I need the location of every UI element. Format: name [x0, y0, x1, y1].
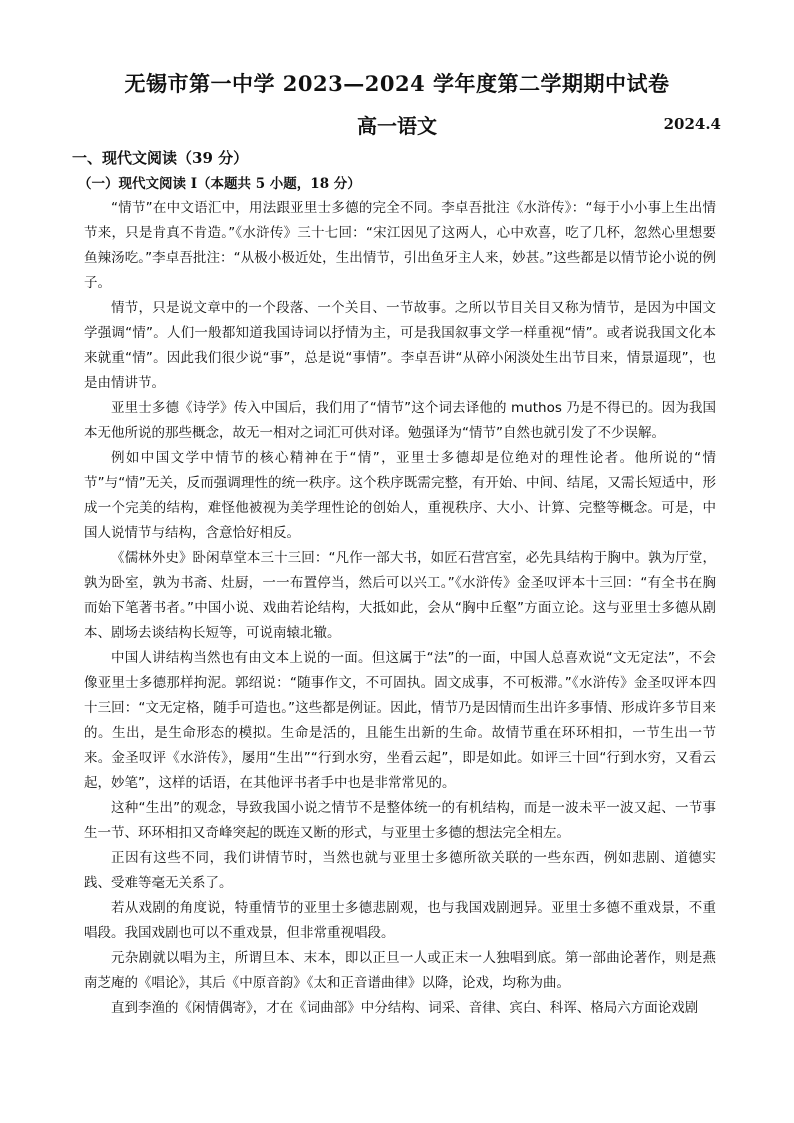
passage-body	[84, 196, 716, 1021]
passage-paragraph-9: 若从戏剧的角度说，特重情节的亚里士多德悲剧观，也与我国戏剧迥异。亚里士多德不重戏景，不重唱段。我国戏剧也可以不重戏景，但非常重视唱段。	[84, 900, 716, 941]
passage-paragraph-4: 例如中国文学中情节的核心精神在于“情”，亚里士多德却是位绝对的理性论者。他所说的“情节”与“情”无关，反而强调理性的统一秩序。这个秩序既需完整，有开始、中间、结尾，又需长短适中，形成一个完美的结构，难怪他被视为美学理性论的创始人，重视秩序、大小、计算、完整等概念。可是，中国人说情节与结构，含意恰好相反。	[84, 450, 716, 541]
passage-paragraph-3: 亚里士多德《诗学》传入中国后，我们用了“情节”这个词去译他的 muthos 乃是不得已的。因为我国本无他所说的那些概念，故无一相对之词汇可供对译。勉强译为“情节”自然也就引发了不少误解。	[84, 400, 716, 441]
passage-paragraph-1: “情节”在中文语汇中，用法跟亚里士多德的完全不同。李卓吾批注《水浒传》：“每于小小事上生出情节来，只是肯真不肯造。”《水浒传》三十七回：“宋江因见了这两人，心中欢喜，吃了几杯，忽然心里想要鱼辣汤吃。”李卓吾批注：“从极小极近处，生出情节，引出鱼牙主人来，妙甚。”这些都是以情节论小说的例子。	[84, 200, 716, 291]
subtitle-row	[0, 110, 794, 140]
passage-paragraph-10: 元杂剧就以唱为主，所谓旦本、末本，即以正旦一人或正末一人独唱到底。第一部曲论著作，则是燕南芝庵的《唱论》，其后《中原音韵》《太和正音谱曲律》以降，论戏，均称为曲。	[84, 950, 716, 991]
passage-paragraph-7: 这种“生出”的观念，导致我国小说之情节不是整体统一的有机结构，而是一波未平一波又起、一节事生一节、环环相扣又奇峰突起的既连又断的形式，与亚里士多德的想法完全相左。	[84, 800, 716, 841]
passage-paragraph-5: 《儒林外史》卧闲草堂本三十三回：“凡作一部大书，如匠石营宫室，必先具结构于胸中。孰为厅堂，孰为卧室，孰为书斋、灶厨，一一布置停当，然后可以兴工。”《水浒传》金圣叹评本十三回：“有全书在胸而始下笔著书者。”中国小说、戏曲若论结构，大抵如此，会从“胸中丘壑”方面立论。这与亚里士多德从剧本、剧场去谈结构长短等，可说南辕北辙。	[84, 550, 716, 641]
subject-title: 高一语文	[357, 114, 437, 138]
exam-date: 2024.4	[663, 115, 721, 133]
passage-paragraph-11: 直到李渔的《闲情偶寄》，才在《词曲部》中分结构、词采、音律、宾白、科诨、格局六方面论戏剧	[111, 1000, 699, 1016]
passage-paragraph-6: 中国人讲结构当然也有由文本上说的一面。但这属于“法”的一面，中国人总喜欢说“文无定法”，不会像亚里士多德那样拘泥。郭绍说：“随事作文，不可固执。固文成事，不可板滞。”《水浒传》金圣叹评本四十三回：“文无定格，随手可造也。”这些都是例证。因此，情节乃是因情而生出许多事情、形成许多节目来的。生出，是生命形态的模拟。生命是活的，且能生出新的生命。故情节重在环环相扣，一节生出一节来。金圣叹评《水浒传》，屡用“生出”“行到水穷，坐看云起”，即是如此。如评三十回“行到水穷，又看云起，妙笔”，这样的话语，在其他评书者手中也是非常常见的。	[84, 650, 716, 791]
section-heading: 一、现代文阅读（39 分）	[72, 149, 249, 167]
exam-title: 无锡市第一中学 2023—2024 学年度第二学期期中试卷	[124, 71, 670, 96]
passage-paragraph-2: 情节，只是说文章中的一个段落、一个关目、一节故事。之所以节目关目又称为情节，是因为中国文学强调“情”。人们一般都知道我国诗词以抒情为主，可是我国叙事文学一样重视“情”。或者说我国文化本来就重“情”。因此我们很少说“事”，总是说“事情”。李卓吾讲“从碎小闲淡处生出节目来，情景逼现”，也是由情讲节。	[84, 300, 716, 391]
subsection-heading: （一）现代文阅读 I（本题共 5 小题，18 分）	[78, 176, 361, 192]
passage-paragraph-8: 正因有这些不同，我们讲情节时，当然也就与亚里士多德所欲关联的一些东西，例如悲剧、道德实践、受难等毫无关系了。	[84, 850, 716, 891]
